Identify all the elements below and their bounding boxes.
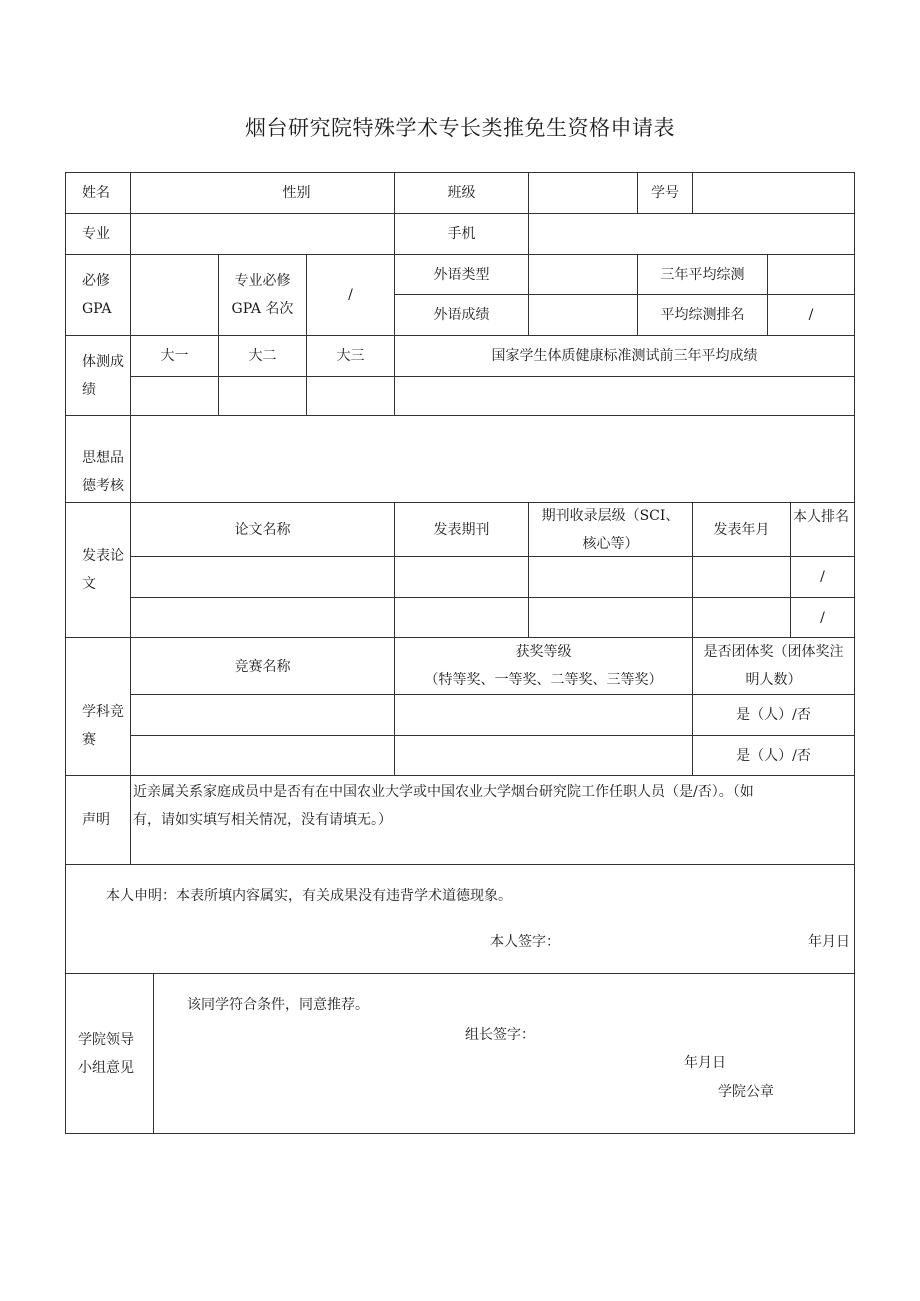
contest-row1-team[interactable]: 是（人）/否 xyxy=(692,694,855,736)
contest-label xyxy=(65,637,131,776)
gpa-rank-label-line2: GPA 名次 xyxy=(231,301,294,317)
paper-row1-date[interactable] xyxy=(692,556,791,598)
paper-row2-level[interactable] xyxy=(528,597,693,638)
college-seal-label: 学院公章 xyxy=(718,1084,774,1100)
paper-row1-journal[interactable] xyxy=(394,556,529,598)
personal-sign-date: 年月日 xyxy=(808,934,850,950)
major-field[interactable] xyxy=(130,213,395,255)
gpa-rank-label-line1: 专业必修 xyxy=(234,273,291,289)
fitness-label xyxy=(65,335,131,416)
paper-row2-rank[interactable]: / xyxy=(790,597,855,638)
contest-row1-award[interactable] xyxy=(394,694,693,736)
fitness-label-line1: 体测成 xyxy=(82,353,124,370)
committee-opinion-text: 该同学符合条件，同意推荐。 xyxy=(187,997,369,1013)
committee-sign-date: 年月日 xyxy=(684,1055,726,1071)
year1-label: 大一 xyxy=(130,335,219,377)
declaration-text-line1: 近亲属关系家庭成员中是否有在中国农业大学或中国农业大学烟台研究院工作任职人员（是/否）。（如 xyxy=(133,784,754,800)
year1-field[interactable] xyxy=(130,376,219,416)
paper-row1-rank[interactable]: / xyxy=(790,556,855,598)
major-label: 专业 xyxy=(65,213,131,255)
required-gpa-label-line1: 必修 xyxy=(82,273,110,289)
contest-row2-name[interactable] xyxy=(130,735,395,776)
gpa-rank-field[interactable]: / xyxy=(306,254,395,336)
paper-date-header: 发表年月 xyxy=(692,502,791,557)
contest-row1-name[interactable] xyxy=(130,694,395,736)
contest-name-header-text: 竞赛名称 xyxy=(234,659,291,675)
contest-award-header xyxy=(394,637,693,695)
class-label: 班级 xyxy=(394,172,529,214)
moral-label-line1: 思想品 xyxy=(82,450,124,466)
paper-rank-header xyxy=(790,502,855,557)
contest-award-header-line1: 获奖等级 xyxy=(515,644,572,660)
three-year-avg-label: 三年平均综测 xyxy=(637,254,768,295)
committee-label-line2: 小组意见 xyxy=(78,1059,134,1076)
contest-team-header-line2: 明人数） xyxy=(745,672,802,688)
declaration-text-line2: 有，请如实填写相关情况，没有请填无。） xyxy=(133,812,392,828)
avg-rank-label: 平均综测排名 xyxy=(637,294,768,336)
declaration-label: 声明 xyxy=(65,775,131,865)
fitness-label-line2: 绩 xyxy=(82,381,96,398)
paper-name-header: 论文名称 xyxy=(130,502,395,557)
paper-row1-level[interactable] xyxy=(528,556,693,598)
student-id-field[interactable] xyxy=(692,172,855,214)
moral-label xyxy=(65,415,131,503)
class-field[interactable] xyxy=(528,172,638,214)
fitness-avg-field[interactable] xyxy=(394,376,855,416)
gpa-rank-label xyxy=(218,254,307,336)
moral-field[interactable] xyxy=(130,415,855,503)
paper-row2-journal[interactable] xyxy=(394,597,529,638)
paper-level-header xyxy=(528,502,693,557)
required-gpa-field[interactable] xyxy=(130,254,219,336)
contest-name-header xyxy=(130,637,395,695)
paper-row2-date[interactable] xyxy=(692,597,791,638)
contest-team-header-line1: 是否团体奖（团体奖注 xyxy=(703,644,844,660)
personal-statement-box xyxy=(65,864,855,974)
form-title: 烟台研究院特殊学术专长类推免生资格申请表 xyxy=(245,116,675,140)
student-id-label: 学号 xyxy=(637,172,693,214)
language-type-label: 外语类型 xyxy=(394,254,529,295)
year3-field[interactable] xyxy=(306,376,395,416)
contest-label-line2: 赛 xyxy=(82,731,96,748)
language-score-label: 外语成绩 xyxy=(394,294,529,336)
contest-award-header-line2: （特等奖、一等奖、二等奖、三等奖） xyxy=(424,672,663,688)
papers-label-line2: 文 xyxy=(82,576,96,592)
committee-label-line1: 学院领导 xyxy=(78,1031,134,1048)
papers-label-line1: 发表论 xyxy=(82,548,124,564)
paper-level-header-line1: 期刊收录层级（SCI、 xyxy=(541,507,680,524)
papers-label xyxy=(65,502,131,638)
gender-label: 性别 xyxy=(282,185,311,201)
required-gpa-label-line2: GPA xyxy=(82,301,112,317)
contest-label-line1: 学科竞 xyxy=(82,703,124,720)
language-type-field[interactable] xyxy=(528,254,638,295)
contest-row2-award[interactable] xyxy=(394,735,693,776)
personal-statement-text: 本人申明：本表所填内容属实，有关成果没有违背学术道德现象。 xyxy=(106,888,512,904)
contest-team-header xyxy=(692,637,855,695)
year2-label: 大二 xyxy=(218,335,307,377)
language-score-field[interactable] xyxy=(528,294,638,336)
paper-row1-name[interactable] xyxy=(130,556,395,598)
contest-row2-team[interactable]: 是（人）/否 xyxy=(692,735,855,776)
phone-field[interactable] xyxy=(528,213,855,255)
phone-label: 手机 xyxy=(394,213,529,255)
required-gpa-label xyxy=(65,254,131,336)
avg-rank-field[interactable]: / xyxy=(767,294,855,336)
paper-row2-name[interactable] xyxy=(130,597,395,638)
committee-sign-label: 组长签字： xyxy=(465,1027,535,1043)
paper-level-header-line2: 核心等） xyxy=(582,535,639,552)
name-field[interactable] xyxy=(130,172,395,214)
name-label: 姓名 xyxy=(65,172,131,214)
paper-journal-header: 发表期刊 xyxy=(394,502,529,557)
three-year-avg-field[interactable] xyxy=(767,254,855,295)
paper-rank-header-text: 本人排名 xyxy=(793,509,849,525)
moral-label-line2: 德考核 xyxy=(82,478,124,494)
committee-label xyxy=(65,973,154,1134)
fitness-avg-label: 国家学生体质健康标准测试前三年平均成绩 xyxy=(394,335,855,377)
year3-label: 大三 xyxy=(306,335,395,377)
personal-sign-label: 本人签字： xyxy=(490,934,560,950)
year2-field[interactable] xyxy=(218,376,307,416)
declaration-field[interactable] xyxy=(130,775,855,865)
